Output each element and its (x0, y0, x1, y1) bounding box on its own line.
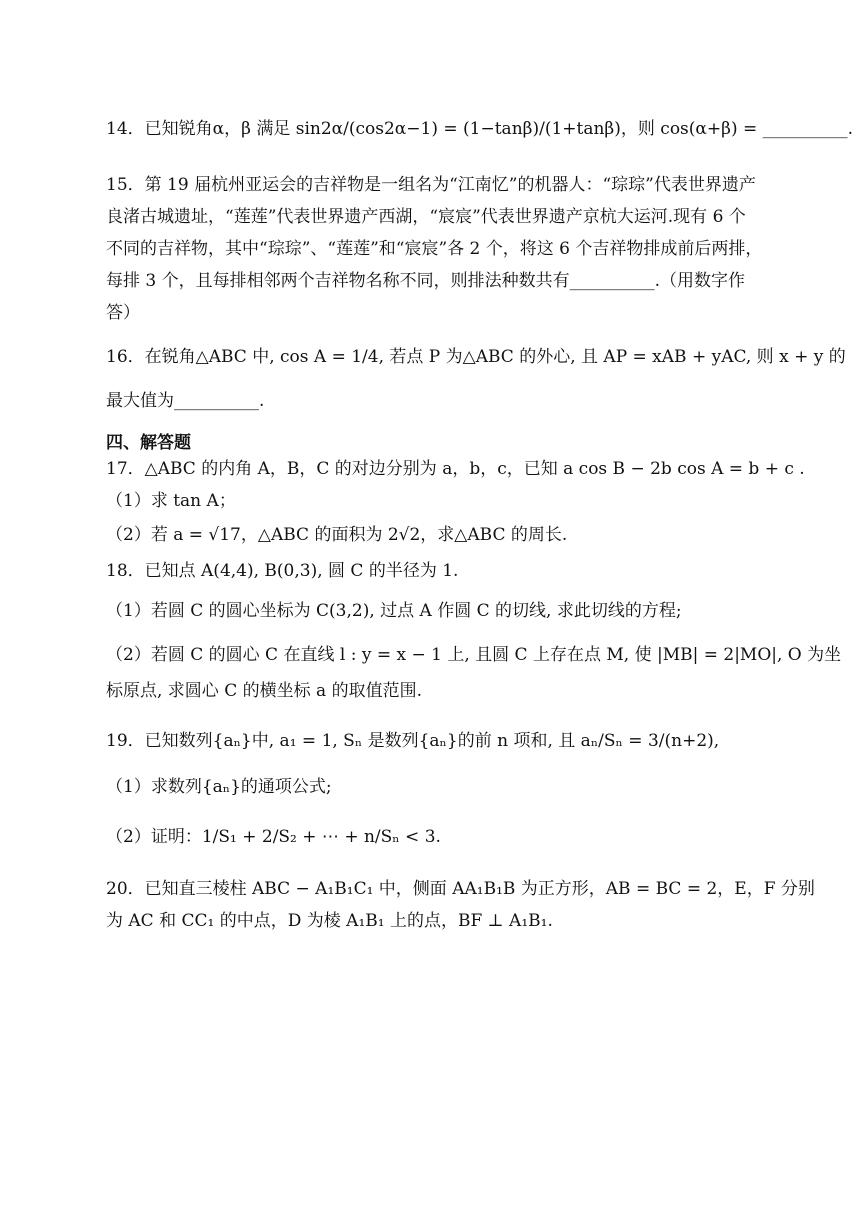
problem-19-part-1: （1）求数列{aₙ}的通项公式; (106, 777, 332, 797)
problem-20-line-1: 20．已知直三棱柱 ABC − A₁B₁C₁ 中，侧面 AA₁B₁B 为正方形，AB = BC = 2，E，F 分别 (106, 879, 815, 899)
problem-18-part-1: （1）若圆 C 的圆心坐标为 C(3,2), 过点 A 作圆 C 的切线, 求此切线的方程; (106, 601, 682, 621)
problem-17-part-2: （2）若 a = √17，△ABC 的面积为 2√2，求△ABC 的周长. (106, 525, 568, 545)
problem-17-part-1: （1）求 tan A； (106, 491, 236, 511)
problem-20-line-2: 为 AC 和 CC₁ 的中点，D 为棱 A₁B₁ 上的点，BF ⊥ A₁B₁. (106, 911, 553, 931)
problem-18-line-1: 18．已知点 A(4,4), B(0,3), 圆 C 的半径为 1. (106, 561, 459, 581)
problem-14: 14．已知锐角α，β 满足 sin2α/(cos2α−1) = (1−tanβ)/(1+tanβ)，则 cos(α+β) = __________. (106, 119, 854, 139)
problem-16-line-1: 16．在锐角△ABC 中, cos A = 1/4, 若点 P 为△ABC 的外心, 且 AP = xAB + yAC, 则 x + y 的 (106, 347, 846, 367)
problem-19-line-1: 19．已知数列{aₙ}中, a₁ = 1, Sₙ 是数列{aₙ}的前 n 项和, 且 aₙ/Sₙ = 3/(n+2), (106, 731, 720, 751)
problem-15-line-1: 15．第 19 届杭州亚运会的吉祥物是一组名为“江南忆”的机器人：“琮琮”代表世界遗产 (106, 175, 756, 195)
problem-15-line-5: 答） (106, 303, 140, 323)
problem-18-part-2: （2）若圆 C 的圆心 C 在直线 l : y = x − 1 上, 且圆 C 上存在点 M, 使 |MB| = 2|MO|, O 为坐 (106, 645, 842, 665)
problem-15-line-4: 每排 3 个，且每排相邻两个吉祥物名称不同，则排法种数共有__________.（用数字作 (106, 271, 746, 291)
section-heading: 四、解答题 (106, 433, 191, 453)
problem-17-line-1: 17．△ABC 的内角 A，B，C 的对边分别为 a，b，c，已知 a cos B − 2b cos A = b + c . (106, 459, 805, 479)
problem-15-line-3: 不同的吉祥物，其中“琮琮”、“莲莲”和“宸宸”各 2 个，将这 6 个吉祥物排成前后两排， (106, 239, 763, 259)
problem-16-line-2: 最大值为__________. (106, 391, 265, 411)
problem-15-line-2: 良渚古城遗址，“莲莲”代表世界遗产西湖，“宸宸”代表世界遗产京杭大运河.现有 6 个 (106, 207, 746, 227)
problem-19-part-2: （2）证明：1/S₁ + 2/S₂ + ⋯ + n/Sₙ < 3. (106, 827, 441, 847)
problem-18-line-4: 标原点, 求圆心 C 的横坐标 a 的取值范围. (106, 681, 422, 701)
